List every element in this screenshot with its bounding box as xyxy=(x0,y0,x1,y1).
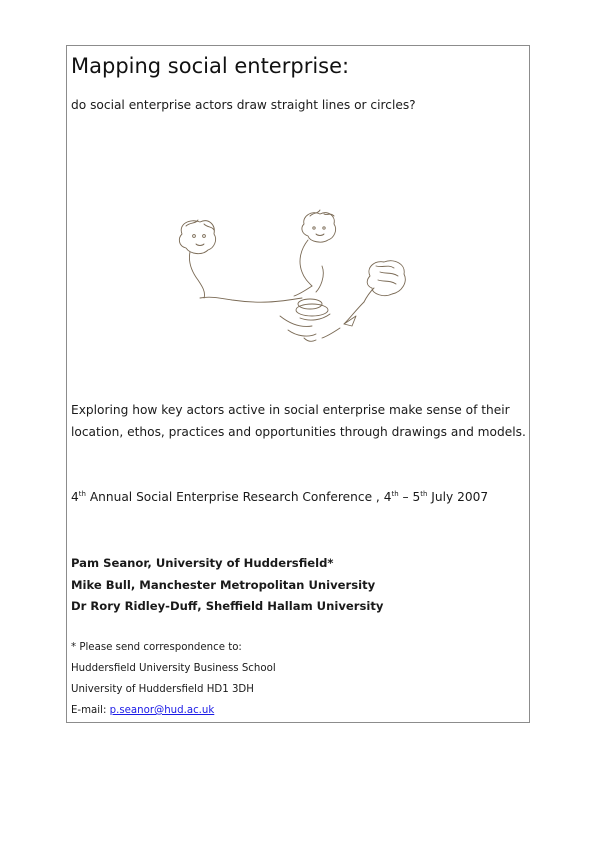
correspondence-note: * Please send correspondence to: xyxy=(71,642,242,653)
author-item: Dr Rory Ridley-Duff, Sheffield Hallam University xyxy=(71,599,384,613)
author-item: Mike Bull, Manchester Metropolitan University xyxy=(71,577,376,592)
conference-date-end-suffix: th xyxy=(420,490,428,498)
correspondence-address-line-2: University of Huddersfield HD1 3DH xyxy=(71,684,254,695)
conference-date-start-suffix: th xyxy=(391,490,399,498)
paper-subtitle: do social enterprise actors draw straight lines or circles? xyxy=(71,98,416,112)
sketch-illustration xyxy=(160,206,420,356)
email-link[interactable]: p.seanor@hud.ac.uk xyxy=(109,705,215,716)
conference-date-rest: July 2007 xyxy=(427,490,489,504)
conference-ordinal: 4 xyxy=(71,490,79,504)
author-list xyxy=(71,553,383,618)
correspondence-address-line-1: Huddersfield University Business School xyxy=(71,663,276,674)
right-figure-sketch xyxy=(322,261,405,338)
conference-date-dash: – xyxy=(398,490,413,504)
page-border xyxy=(66,45,530,723)
conference-date-start: 4 xyxy=(383,490,392,504)
left-figure-sketch xyxy=(179,220,302,302)
abstract xyxy=(71,400,531,443)
conference-line xyxy=(71,487,488,507)
email-label: E-mail: xyxy=(71,705,110,716)
abstract-line-2: location, ethos, practices and opportunities through drawings and models. xyxy=(71,424,526,439)
author-item: Pam Seanor, University of Huddersfield* xyxy=(71,556,334,570)
middle-figure-sketch xyxy=(294,210,336,296)
paper-title: Mapping social enterprise: xyxy=(71,54,350,78)
correspondence-email-row xyxy=(71,700,276,721)
center-swirl-sketch xyxy=(280,299,330,341)
conference-ordinal-suffix: th xyxy=(78,490,86,498)
conference-name: Annual Social Enterprise Research Conference , xyxy=(85,490,384,504)
correspondence-block xyxy=(71,637,276,721)
conference-date-end: 5 xyxy=(412,490,421,504)
abstract-line-1: Exploring how key actors active in social enterprise make sense of their xyxy=(71,403,510,417)
